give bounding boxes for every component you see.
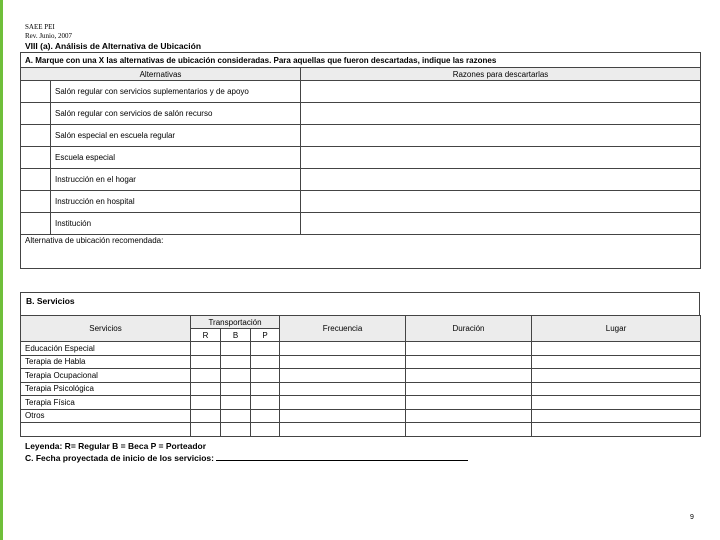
service-row bbox=[21, 342, 701, 356]
place-cell[interactable] bbox=[532, 355, 701, 369]
alternative-label: Instrucción en hospital bbox=[51, 191, 301, 213]
section-a-title: VIII (a). Análisis de Alternativa de Ubicación bbox=[25, 41, 202, 51]
place-cell[interactable] bbox=[532, 396, 701, 410]
transport-r-cell[interactable] bbox=[191, 423, 221, 437]
alternative-row bbox=[21, 213, 701, 235]
recommended-alternative-field[interactable]: Alternativa de ubicación recomendada: bbox=[21, 235, 701, 269]
alternative-row bbox=[21, 81, 701, 103]
transport-b-cell[interactable] bbox=[221, 409, 251, 423]
reasons-header: Razones para descartarlas bbox=[301, 68, 701, 81]
transport-b-cell[interactable] bbox=[221, 355, 251, 369]
duration-cell[interactable] bbox=[406, 423, 532, 437]
alternative-checkbox[interactable] bbox=[21, 169, 51, 191]
alternative-label: Escuela especial bbox=[51, 147, 301, 169]
header-line-1: SAEE PEI bbox=[25, 23, 55, 31]
discard-reason-field[interactable] bbox=[301, 103, 701, 125]
discard-reason-field[interactable] bbox=[301, 213, 701, 235]
start-date-label: C. Fecha proyectada de inicio de los servicios: bbox=[25, 453, 214, 463]
discard-reason-field[interactable] bbox=[301, 169, 701, 191]
alternative-checkbox[interactable] bbox=[21, 103, 51, 125]
transport-beca-header: B bbox=[221, 329, 251, 342]
service-row bbox=[21, 369, 701, 383]
services-table bbox=[20, 315, 701, 437]
service-label: Terapia Física bbox=[21, 396, 191, 410]
frequency-cell[interactable] bbox=[280, 423, 406, 437]
start-date-field[interactable] bbox=[216, 452, 468, 461]
service-label: Terapia Psicológica bbox=[21, 382, 191, 396]
discard-reason-field[interactable] bbox=[301, 125, 701, 147]
transport-p-cell[interactable] bbox=[251, 423, 280, 437]
transport-p-cell[interactable] bbox=[251, 342, 280, 356]
alternative-label: Salón especial en escuela regular bbox=[51, 125, 301, 147]
header-line-2: Rev. Junio, 2007 bbox=[25, 32, 72, 40]
place-cell[interactable] bbox=[532, 409, 701, 423]
service-label: Terapia Ocupacional bbox=[21, 369, 191, 383]
service-row bbox=[21, 423, 701, 437]
services-header: Servicios bbox=[21, 316, 191, 342]
frequency-cell[interactable] bbox=[280, 409, 406, 423]
discard-reason-field[interactable] bbox=[301, 147, 701, 169]
transport-r-cell[interactable] bbox=[191, 382, 221, 396]
alternative-label: Salón regular con servicios suplementarios y de apoyo bbox=[51, 81, 301, 103]
service-label: Educación Especial bbox=[21, 342, 191, 356]
section-a-instruction: A. Marque con una X las alternativas de ubicación consideradas. Para aquellas que fueron descartadas, indique las razones bbox=[21, 53, 701, 68]
place-cell[interactable] bbox=[532, 369, 701, 383]
transport-porteador-header: P bbox=[251, 329, 280, 342]
place-header: Lugar bbox=[532, 316, 701, 342]
alternative-checkbox[interactable] bbox=[21, 213, 51, 235]
transport-header: Transportación bbox=[191, 316, 280, 329]
transport-r-cell[interactable] bbox=[191, 396, 221, 410]
transport-p-cell[interactable] bbox=[251, 355, 280, 369]
service-row bbox=[21, 355, 701, 369]
discard-reason-field[interactable] bbox=[301, 191, 701, 213]
transport-b-cell[interactable] bbox=[221, 396, 251, 410]
frequency-cell[interactable] bbox=[280, 369, 406, 383]
duration-cell[interactable] bbox=[406, 396, 532, 410]
duration-cell[interactable] bbox=[406, 409, 532, 423]
transport-b-cell[interactable] bbox=[221, 382, 251, 396]
frequency-cell[interactable] bbox=[280, 396, 406, 410]
frequency-header: Frecuencia bbox=[280, 316, 406, 342]
service-label: Terapia de Habla bbox=[21, 355, 191, 369]
frequency-cell[interactable] bbox=[280, 355, 406, 369]
alternative-row bbox=[21, 147, 701, 169]
transport-p-cell[interactable] bbox=[251, 369, 280, 383]
transport-regular-header: R bbox=[191, 329, 221, 342]
alternative-label: Instrucción en el hogar bbox=[51, 169, 301, 191]
transport-p-cell[interactable] bbox=[251, 409, 280, 423]
alternative-row bbox=[21, 191, 701, 213]
frequency-cell[interactable] bbox=[280, 382, 406, 396]
transport-b-cell[interactable] bbox=[221, 423, 251, 437]
legend-block bbox=[25, 441, 468, 464]
duration-cell[interactable] bbox=[406, 369, 532, 383]
alternative-checkbox[interactable] bbox=[21, 125, 51, 147]
transport-b-cell[interactable] bbox=[221, 342, 251, 356]
section-b-title: B. Servicios bbox=[26, 296, 75, 306]
service-row bbox=[21, 409, 701, 423]
transport-r-cell[interactable] bbox=[191, 409, 221, 423]
service-label bbox=[21, 423, 191, 437]
duration-cell[interactable] bbox=[406, 342, 532, 356]
transport-p-cell[interactable] bbox=[251, 382, 280, 396]
alternative-checkbox[interactable] bbox=[21, 81, 51, 103]
start-date-line bbox=[25, 452, 468, 464]
service-row bbox=[21, 382, 701, 396]
service-label: Otros bbox=[21, 409, 191, 423]
place-cell[interactable] bbox=[532, 382, 701, 396]
document-header bbox=[25, 23, 72, 41]
transport-b-cell[interactable] bbox=[221, 369, 251, 383]
transport-p-cell[interactable] bbox=[251, 396, 280, 410]
transport-r-cell[interactable] bbox=[191, 369, 221, 383]
transport-r-cell[interactable] bbox=[191, 355, 221, 369]
page-number: 9 bbox=[690, 514, 694, 521]
transport-r-cell[interactable] bbox=[191, 342, 221, 356]
place-cell[interactable] bbox=[532, 423, 701, 437]
alternative-row bbox=[21, 103, 701, 125]
alternative-row bbox=[21, 169, 701, 191]
discard-reason-field[interactable] bbox=[301, 81, 701, 103]
service-row bbox=[21, 396, 701, 410]
alternative-label: Institución bbox=[51, 213, 301, 235]
duration-header: Duración bbox=[406, 316, 532, 342]
alternative-checkbox[interactable] bbox=[21, 191, 51, 213]
place-cell[interactable] bbox=[532, 342, 701, 356]
alternative-row bbox=[21, 125, 701, 147]
duration-cell[interactable] bbox=[406, 382, 532, 396]
placement-alternatives-table bbox=[20, 52, 701, 269]
section-b-box bbox=[20, 292, 700, 316]
alternative-label: Salón regular con servicios de salón recurso bbox=[51, 103, 301, 125]
page-left-accent bbox=[0, 0, 3, 540]
alternatives-header: Alternativas bbox=[21, 68, 301, 81]
frequency-cell[interactable] bbox=[280, 342, 406, 356]
transport-legend: Leyenda: R= Regular B = Beca P = Porteador bbox=[25, 441, 207, 451]
alternative-checkbox[interactable] bbox=[21, 147, 51, 169]
duration-cell[interactable] bbox=[406, 355, 532, 369]
